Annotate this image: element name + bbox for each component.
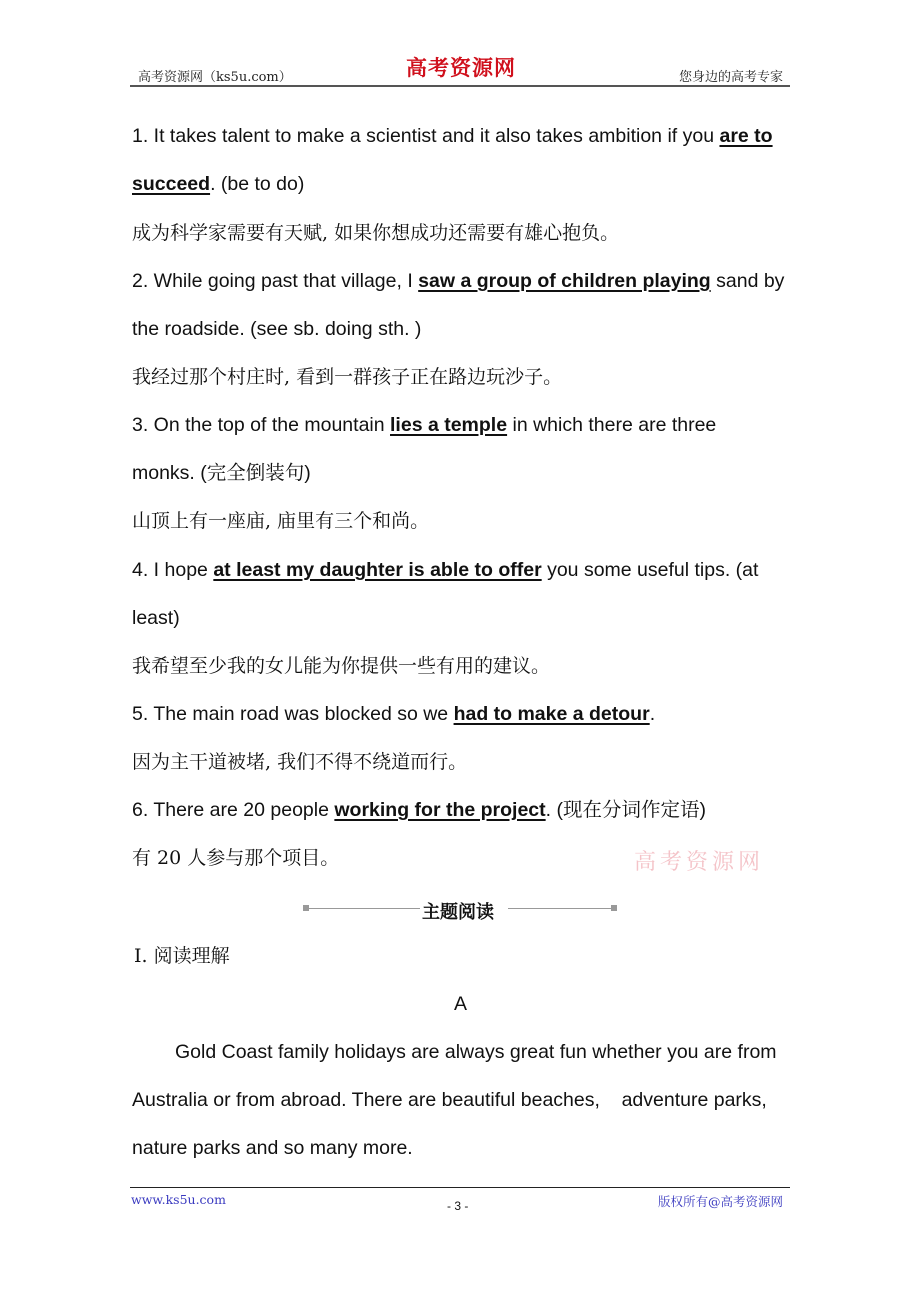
passage-line: Australia or from abroad. There are beautiful beaches, adventure parks, xyxy=(132,1089,767,1111)
page-number: - 3 - xyxy=(447,1199,469,1213)
item-6: 6. There are 20 people working for the project. (现在分词作定语) xyxy=(132,799,706,821)
passage-label: A xyxy=(454,993,468,1015)
item-4-translation: 我希望至少我的女儿能为你提供一些有用的建议。 xyxy=(132,655,551,677)
divider-dot xyxy=(611,905,617,911)
footer-rule xyxy=(130,1187,790,1188)
item-1-translation: 成为科学家需要有天赋, 如果你想成功还需要有雄心抱负。 xyxy=(132,222,620,244)
item-2: 2. While going past that village, I saw a group of children playing sand by xyxy=(132,270,785,292)
part-heading: Ⅰ. 阅读理解 xyxy=(134,945,230,967)
header-right: 您身边的高考专家 xyxy=(678,70,783,85)
header-left: 高考资源网（ks5u.com） xyxy=(138,70,292,85)
item-5-translation: 因为主干道被堵, 我们不得不绕道而行。 xyxy=(132,751,468,773)
item-3-cont: monks. (完全倒装句) xyxy=(132,462,311,484)
footer-link[interactable]: www.ks5u.com xyxy=(131,1192,226,1207)
section-title: 主题阅读 xyxy=(422,902,494,923)
item-5: 5. The main road was blocked so we had to make a detour. xyxy=(132,703,656,725)
item-2-cont: the roadside. (see sb. doing sth. ) xyxy=(132,318,422,340)
item-3: 3. On the top of the mountain lies a temple in which there are three xyxy=(132,414,717,436)
item-6-translation: 有 20 人参与那个项目。 xyxy=(132,847,340,869)
divider-line xyxy=(508,908,611,909)
passage-line: Gold Coast family holidays are always great fun whether you are from xyxy=(175,1041,777,1063)
item-1-cont: succeed. (be to do) xyxy=(132,173,305,195)
item-3-translation: 山顶上有一座庙, 庙里有三个和尚。 xyxy=(132,510,430,532)
passage-line: nature parks and so many more. xyxy=(132,1137,413,1159)
section-divider xyxy=(303,898,617,923)
item-4: 4. I hope at least my daughter is able to offer you some useful tips. (at xyxy=(132,559,759,581)
footer-copyright: 版权所有@高考资源网 xyxy=(657,1194,783,1209)
item-4-cont: least) xyxy=(132,607,180,629)
item-1: 1. It takes talent to make a scientist and it also takes ambition if you are to xyxy=(132,125,773,147)
header-logo: 高考资源网 xyxy=(406,55,516,80)
header-rule xyxy=(130,85,790,87)
item-2-translation: 我经过那个村庄时, 看到一群孩子正在路边玩沙子。 xyxy=(132,366,563,388)
divider-line xyxy=(309,908,420,909)
watermark: 高考资源网 xyxy=(634,850,765,875)
